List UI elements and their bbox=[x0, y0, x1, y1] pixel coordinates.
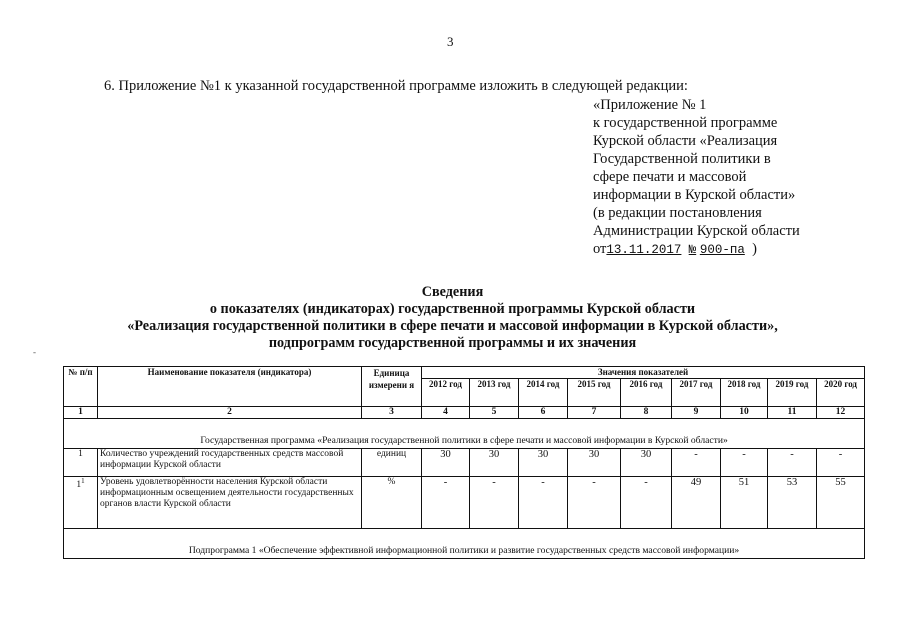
header-year: 2013 год bbox=[470, 379, 519, 407]
indicator-name: Уровень удовлетворённости населения Курской области информационным освещением деятельности государственных органов власти Курской области bbox=[98, 477, 362, 529]
intro-paragraph: 6. Приложение №1 к указанной государственной программе изложить в следующей редакции: bbox=[104, 78, 688, 94]
appendix-line: сфере печати и массовой bbox=[593, 169, 747, 185]
page-number: 3 bbox=[447, 34, 454, 49]
document-title bbox=[0, 284, 905, 352]
column-number: 11 bbox=[768, 407, 817, 419]
header-year: 2020 год bbox=[817, 379, 865, 407]
indicator-value: 30 bbox=[422, 449, 470, 477]
appendix-line: к государственной программе bbox=[593, 115, 778, 131]
indicator-value: 51 bbox=[721, 477, 768, 529]
indicator-unit: % bbox=[362, 477, 422, 529]
indicator-value: - bbox=[817, 449, 865, 477]
section-row-program bbox=[64, 419, 865, 449]
column-number: 8 bbox=[621, 407, 672, 419]
column-number: 5 bbox=[470, 407, 519, 419]
indicator-value: - bbox=[672, 449, 721, 477]
appendix-reference bbox=[593, 96, 800, 259]
indicator-value: - bbox=[422, 477, 470, 529]
column-number: 7 bbox=[568, 407, 621, 419]
indicator-value: - bbox=[621, 477, 672, 529]
row-number bbox=[64, 477, 98, 529]
section-row-subprogram bbox=[64, 529, 865, 559]
appendix-line: информации в Курской области» bbox=[593, 187, 796, 203]
header-year: 2015 год bbox=[568, 379, 621, 407]
row-number-main: 1 bbox=[76, 480, 82, 491]
decree-date: 13.11.2017 bbox=[606, 243, 682, 257]
margin-mark: - bbox=[33, 347, 36, 357]
date-prefix: от bbox=[593, 241, 607, 257]
header-values-group: Значения показателей bbox=[422, 367, 865, 379]
header-year: 2018 год bbox=[721, 379, 768, 407]
column-numbers-row bbox=[64, 407, 865, 419]
indicator-value: 30 bbox=[621, 449, 672, 477]
title-line: Сведения bbox=[421, 284, 484, 300]
column-number: 3 bbox=[362, 407, 422, 419]
column-number: 6 bbox=[519, 407, 568, 419]
appendix-date-line bbox=[593, 240, 800, 259]
indicator-value: - bbox=[721, 449, 768, 477]
row-number: 1 bbox=[64, 449, 98, 477]
column-number: 2 bbox=[98, 407, 362, 419]
row-number-superscript: 1 bbox=[81, 477, 85, 485]
indicator-name: Количество учреждений государственных средств массовой информации Курской области bbox=[98, 449, 362, 477]
indicator-unit: единиц bbox=[362, 449, 422, 477]
column-number: 4 bbox=[422, 407, 470, 419]
header-year: 2012 год bbox=[422, 379, 470, 407]
appendix-line: Государственной политики в bbox=[593, 151, 771, 167]
indicator-value: - bbox=[519, 477, 568, 529]
header-year: 2017 год bbox=[672, 379, 721, 407]
appendix-line: Курской области «Реализация bbox=[593, 133, 778, 149]
header-unit: Единица измерени я bbox=[362, 367, 422, 407]
header-name: Наименование показателя (индикатора) bbox=[98, 367, 362, 407]
decree-number-label: № bbox=[688, 243, 697, 257]
indicator-value: 55 bbox=[817, 477, 865, 529]
header-year: 2019 год bbox=[768, 379, 817, 407]
table-row bbox=[64, 449, 865, 477]
indicator-value: 30 bbox=[568, 449, 621, 477]
title-line: подпрограмм государственной программы и их значения bbox=[268, 335, 637, 351]
indicator-value: - bbox=[768, 449, 817, 477]
header-row bbox=[64, 367, 865, 379]
decree-number: 900-па bbox=[699, 243, 745, 257]
column-number: 12 bbox=[817, 407, 865, 419]
closing-paren: ) bbox=[752, 241, 757, 257]
indicator-value: 53 bbox=[768, 477, 817, 529]
appendix-line: «Приложение № 1 bbox=[593, 97, 707, 113]
column-number: 9 bbox=[672, 407, 721, 419]
indicator-value: 30 bbox=[470, 449, 519, 477]
indicator-value: - bbox=[568, 477, 621, 529]
indicator-value: 49 bbox=[672, 477, 721, 529]
title-line: «Реализация государственной политики в сфере печати и массовой информации в Курской области», bbox=[127, 318, 778, 334]
section-title: Подпрограмма 1 «Обеспечение эффективной информационной политики и развитие государственных средств массовой информации» bbox=[64, 529, 865, 559]
header-no: № п/п bbox=[64, 367, 98, 407]
section-title: Государственная программа «Реализация государственной политики в сфере печати и массовой информации в Курской области» bbox=[64, 419, 865, 449]
header-year: 2016 год bbox=[621, 379, 672, 407]
appendix-line: (в редакции постановления bbox=[593, 205, 762, 221]
column-number: 10 bbox=[721, 407, 768, 419]
indicator-value: 30 bbox=[519, 449, 568, 477]
appendix-line: Администрации Курской области bbox=[593, 223, 800, 239]
header-year: 2014 год bbox=[519, 379, 568, 407]
title-line: о показателях (индикаторах) государственной программы Курской области bbox=[209, 301, 696, 317]
table-row bbox=[64, 477, 865, 529]
column-number: 1 bbox=[64, 407, 98, 419]
indicators-table bbox=[63, 366, 865, 559]
indicator-value: - bbox=[470, 477, 519, 529]
